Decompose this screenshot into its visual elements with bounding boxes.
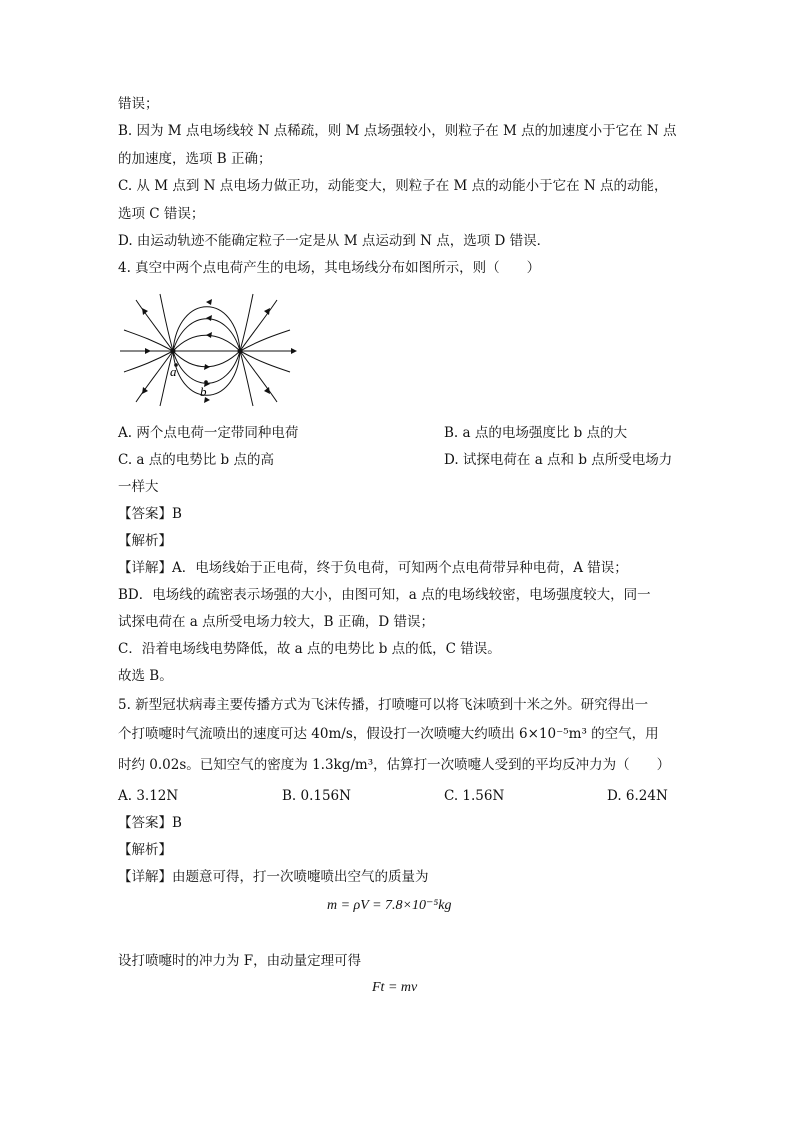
point-b-label: b — [200, 384, 207, 399]
q4-option-a: A. 两个点电荷一定带同种电荷 — [118, 425, 299, 441]
question-4-stem: 4. 真空中两个点电荷产生的电场，其电场线分布如图所示，则（ ） — [118, 260, 541, 276]
question-5-stem: 5. 新型冠状病毒主要传播方式为飞沫传播，打喷嚏可以将飞沫喷到十米之外。研究得出一 — [118, 697, 649, 713]
q4-analysis-heading: 【解析】 — [118, 533, 172, 549]
text-line: 的加速度，选项 B 正确； — [118, 151, 272, 167]
q4-option-b: B. a 点的电场强度比 b 点的大 — [444, 425, 628, 441]
electric-field-lines-figure — [118, 290, 298, 408]
text-line: 选项 C 错误； — [118, 206, 205, 222]
q4-option-d: D. 试探电荷在 a 点和 b 点所受电场力 — [444, 452, 673, 468]
q5-detail: 设打喷嚏时的冲力为 F，由动量定理可得 — [118, 953, 362, 969]
q5-option-b: B. 0.156N — [282, 788, 351, 804]
q5-option-d: D. 6.24N — [607, 788, 668, 804]
q4-detail: BD．电场线的疏密表示场强的大小，由图可知，a 点的电场线较密，电场强度较大，同一 — [118, 587, 651, 603]
q5-detail: 【详解】由题意可得，打一次喷嚏喷出空气的质量为 — [118, 869, 429, 885]
q4-answer: 【答案】B — [118, 506, 182, 522]
q5-equation-mass: m = ρV = 7.8×10⁻⁵kg — [327, 898, 452, 913]
q5-equation-momentum: Ft = mv — [372, 980, 418, 995]
q4-conclusion: 故选 B。 — [118, 668, 173, 684]
point-a-label: a — [170, 364, 177, 379]
text-line: B. 因为 M 点电场线较 N 点稀疏，则 M 点场强较小，则粒子在 M 点的加速度小于它在 N 点 — [118, 123, 677, 139]
q4-detail: C．沿着电场线电势降低，故 a 点的电势比 b 点的低，C 错误。 — [118, 641, 501, 657]
text-line: 错误； — [118, 96, 159, 112]
question-5-stem: 时约 0.02s。已知空气的密度为 1.3kg/m³，估算打一次喷嚏人受到的平均反冲力为（ ） — [118, 757, 671, 773]
q5-answer: 【答案】B — [118, 815, 182, 831]
q4-option-d-cont: 一样大 — [118, 479, 159, 495]
q5-option-a: A. 3.12N — [118, 788, 179, 804]
q5-analysis-heading: 【解析】 — [118, 842, 172, 858]
q4-option-c: C. a 点的电势比 b 点的高 — [118, 452, 274, 468]
q4-detail: 【详解】A．电场线始于正电荷，终于负电荷，可知两个点电荷带异种电荷，A 错误； — [118, 560, 628, 576]
q5-option-c: C. 1.56N — [444, 788, 505, 804]
text-line: D. 由运动轨迹不能确定粒子一定是从 M 点运动到 N 点，选项 D 错误． — [118, 233, 551, 249]
q4-detail: 试探电荷在 a 点所受电场力较大，B 正确，D 错误； — [118, 614, 434, 630]
text-line: C. 从 M 点到 N 点电场力做正功，动能变大，则粒子在 M 点的动能小于它在 N 点的动能， — [118, 178, 668, 194]
question-5-stem: 个打喷嚏时气流喷出的速度可达 40m/s，假设打一次喷嚏大约喷出 6×10⁻⁵m³ 的空气，用 — [118, 726, 659, 742]
